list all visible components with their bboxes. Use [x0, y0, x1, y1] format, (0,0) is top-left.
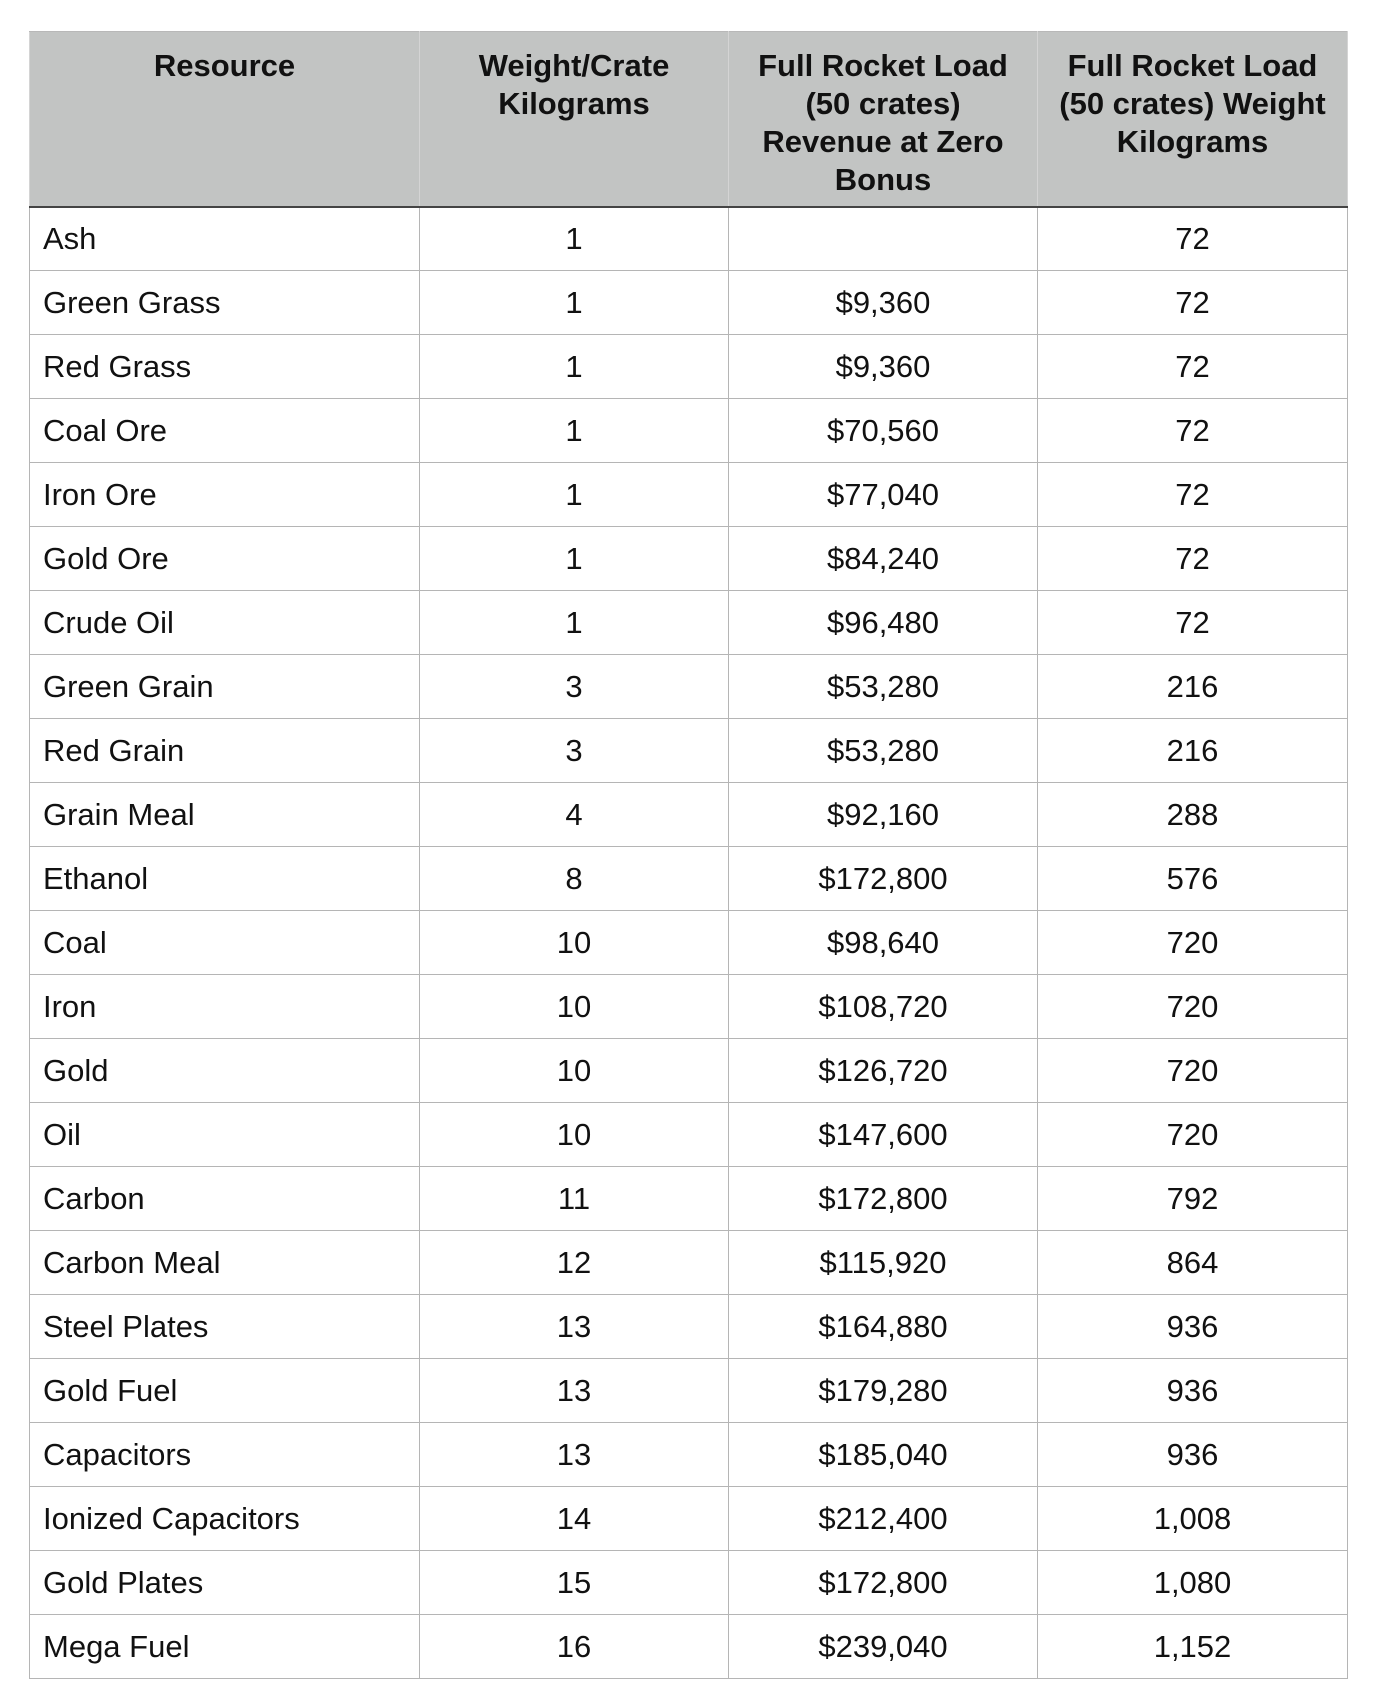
cell-weight-per-crate: 10	[420, 1039, 729, 1103]
header-text-line: Weight/Crate	[478, 48, 670, 83]
cell-rocket-revenue: $108,720	[729, 975, 1038, 1039]
cell-resource: Gold Plates	[30, 1551, 420, 1615]
table-row	[30, 911, 1348, 975]
cell-rocket-revenue: $92,160	[729, 783, 1038, 847]
cell-rocket-revenue: $53,280	[729, 719, 1038, 783]
cell-resource: Carbon Meal	[30, 1231, 420, 1295]
cell-weight-per-crate: 1	[420, 335, 729, 399]
cell-weight-per-crate: 1	[420, 527, 729, 591]
cell-resource: Ash	[30, 207, 420, 271]
cell-rocket-weight: 1,152	[1038, 1615, 1348, 1679]
cell-rocket-weight: 1,008	[1038, 1487, 1348, 1551]
cell-weight-per-crate: 13	[420, 1295, 729, 1359]
cell-rocket-weight: 792	[1038, 1167, 1348, 1231]
cell-rocket-weight: 936	[1038, 1359, 1348, 1423]
cell-weight-per-crate: 11	[420, 1167, 729, 1231]
cell-rocket-revenue: $96,480	[729, 591, 1038, 655]
header-weight-per-crate	[420, 32, 729, 207]
table-row	[30, 847, 1348, 911]
header-row	[30, 32, 1348, 207]
cell-rocket-weight: 936	[1038, 1295, 1348, 1359]
header-text-line: Full Rocket Load	[1067, 48, 1318, 83]
cell-resource: Steel Plates	[30, 1295, 420, 1359]
cell-resource: Green Grain	[30, 655, 420, 719]
table-row	[30, 399, 1348, 463]
cell-weight-per-crate: 14	[420, 1487, 729, 1551]
header-text-line: Bonus	[834, 162, 932, 197]
cell-weight-per-crate: 10	[420, 975, 729, 1039]
table-row	[30, 1039, 1348, 1103]
cell-rocket-revenue: $172,800	[729, 1167, 1038, 1231]
cell-rocket-revenue: $172,800	[729, 847, 1038, 911]
table-row	[30, 1423, 1348, 1487]
cell-rocket-weight: 72	[1038, 271, 1348, 335]
table-row	[30, 335, 1348, 399]
table-row	[30, 783, 1348, 847]
cell-weight-per-crate: 13	[420, 1359, 729, 1423]
cell-rocket-weight: 936	[1038, 1423, 1348, 1487]
cell-rocket-revenue: $126,720	[729, 1039, 1038, 1103]
cell-weight-per-crate: 1	[420, 271, 729, 335]
cell-rocket-weight: 72	[1038, 335, 1348, 399]
cell-rocket-revenue: $70,560	[729, 399, 1038, 463]
cell-resource: Crude Oil	[30, 591, 420, 655]
cell-weight-per-crate: 8	[420, 847, 729, 911]
cell-rocket-weight: 1,080	[1038, 1551, 1348, 1615]
cell-rocket-weight: 576	[1038, 847, 1348, 911]
cell-weight-per-crate: 16	[420, 1615, 729, 1679]
table-row	[30, 975, 1348, 1039]
header-rocket-weight	[1038, 32, 1348, 207]
cell-rocket-weight: 720	[1038, 911, 1348, 975]
cell-weight-per-crate: 12	[420, 1231, 729, 1295]
cell-rocket-revenue: $172,800	[729, 1551, 1038, 1615]
cell-resource: Red Grass	[30, 335, 420, 399]
cell-rocket-revenue: $179,280	[729, 1359, 1038, 1423]
cell-rocket-revenue: $212,400	[729, 1487, 1038, 1551]
cell-rocket-weight: 72	[1038, 591, 1348, 655]
header-text-line: Revenue at Zero	[762, 124, 1004, 159]
cell-weight-per-crate: 1	[420, 463, 729, 527]
cell-rocket-weight: 288	[1038, 783, 1348, 847]
cell-resource: Mega Fuel	[30, 1615, 420, 1679]
cell-rocket-weight: 720	[1038, 1039, 1348, 1103]
cell-resource: Red Grain	[30, 719, 420, 783]
cell-resource: Gold Ore	[30, 527, 420, 591]
cell-weight-per-crate: 4	[420, 783, 729, 847]
cell-rocket-weight: 864	[1038, 1231, 1348, 1295]
cell-rocket-revenue: $84,240	[729, 527, 1038, 591]
table-row	[30, 591, 1348, 655]
cell-resource: Ethanol	[30, 847, 420, 911]
resource-table	[29, 31, 1348, 1679]
cell-weight-per-crate: 15	[420, 1551, 729, 1615]
table-row	[30, 1359, 1348, 1423]
table-row	[30, 1103, 1348, 1167]
cell-rocket-weight: 72	[1038, 527, 1348, 591]
cell-rocket-weight: 216	[1038, 655, 1348, 719]
cell-rocket-revenue: $9,360	[729, 271, 1038, 335]
header-text-line: Full Rocket Load	[758, 48, 1008, 83]
header-text-line: (50 crates)	[805, 86, 961, 121]
cell-rocket-revenue: $185,040	[729, 1423, 1038, 1487]
table-row	[30, 1551, 1348, 1615]
table-row	[30, 1615, 1348, 1679]
header-text-line: (50 crates) Weight	[1059, 86, 1326, 121]
cell-resource: Gold	[30, 1039, 420, 1103]
cell-rocket-weight: 720	[1038, 1103, 1348, 1167]
cell-resource: Coal Ore	[30, 399, 420, 463]
cell-rocket-revenue	[729, 207, 1038, 271]
cell-rocket-weight: 72	[1038, 207, 1348, 271]
cell-resource: Capacitors	[30, 1423, 420, 1487]
cell-resource: Iron Ore	[30, 463, 420, 527]
cell-weight-per-crate: 1	[420, 399, 729, 463]
table-row	[30, 271, 1348, 335]
cell-weight-per-crate: 13	[420, 1423, 729, 1487]
table-row	[30, 1167, 1348, 1231]
cell-rocket-revenue: $147,600	[729, 1103, 1038, 1167]
cell-weight-per-crate: 3	[420, 655, 729, 719]
cell-weight-per-crate: 10	[420, 911, 729, 975]
cell-resource: Ionized Capacitors	[30, 1487, 420, 1551]
cell-rocket-revenue: $239,040	[729, 1615, 1038, 1679]
cell-rocket-revenue: $53,280	[729, 655, 1038, 719]
cell-resource: Green Grass	[30, 271, 420, 335]
cell-resource: Grain Meal	[30, 783, 420, 847]
header-text-line: Kilograms	[1116, 124, 1269, 159]
cell-weight-per-crate: 1	[420, 591, 729, 655]
cell-rocket-weight: 216	[1038, 719, 1348, 783]
cell-weight-per-crate: 10	[420, 1103, 729, 1167]
header-text-line: Resource	[153, 48, 296, 83]
table-row	[30, 655, 1348, 719]
cell-resource: Oil	[30, 1103, 420, 1167]
table-row	[30, 1487, 1348, 1551]
table-row	[30, 463, 1348, 527]
table-body	[30, 207, 1348, 1679]
cell-rocket-revenue: $98,640	[729, 911, 1038, 975]
cell-resource: Iron	[30, 975, 420, 1039]
cell-rocket-weight: 72	[1038, 399, 1348, 463]
table-row	[30, 1295, 1348, 1359]
cell-resource: Coal	[30, 911, 420, 975]
cell-rocket-revenue: $77,040	[729, 463, 1038, 527]
table-row	[30, 527, 1348, 591]
cell-rocket-weight: 72	[1038, 463, 1348, 527]
table-header	[30, 32, 1348, 207]
cell-rocket-revenue: $115,920	[729, 1231, 1038, 1295]
cell-weight-per-crate: 3	[420, 719, 729, 783]
table-row	[30, 207, 1348, 271]
cell-rocket-revenue: $164,880	[729, 1295, 1038, 1359]
header-text-line: Kilograms	[498, 86, 650, 121]
header-rocket-revenue	[729, 32, 1038, 207]
cell-resource: Gold Fuel	[30, 1359, 420, 1423]
cell-weight-per-crate: 1	[420, 207, 729, 271]
cell-resource: Carbon	[30, 1167, 420, 1231]
cell-rocket-revenue: $9,360	[729, 335, 1038, 399]
header-resource	[30, 32, 420, 207]
cell-rocket-weight: 720	[1038, 975, 1348, 1039]
table-row	[30, 719, 1348, 783]
table-row	[30, 1231, 1348, 1295]
